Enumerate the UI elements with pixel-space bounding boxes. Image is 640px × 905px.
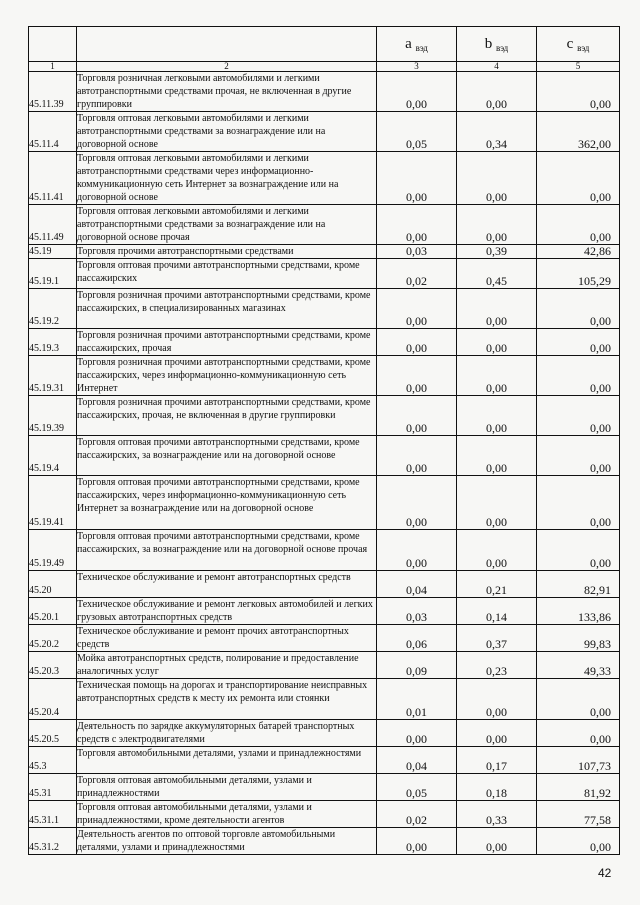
okved-code: 45.11.39 xyxy=(29,72,77,112)
value-c: 0,00 xyxy=(537,289,620,329)
table-row xyxy=(29,476,620,530)
activity-name: Торговля розничная прочими автотранспортными средствами, кроме пассажирских, прочая xyxy=(77,329,377,356)
header-a: a $_{вэд}$ xyxy=(377,27,457,62)
value-c: 107,73 xyxy=(537,747,620,774)
okved-code: 45.31 xyxy=(29,774,77,801)
value-c: 81,92 xyxy=(537,774,620,801)
value-b: 0,14 xyxy=(457,598,537,625)
activity-name: Торговля розничная легковыми автомобилями и легкими автотранспортными средствами прочая, не включенная в другие группировки xyxy=(77,72,377,112)
value-a: 0,00 xyxy=(377,436,457,476)
table-row xyxy=(29,245,620,259)
activity-name: Деятельность по зарядке аккумуляторных батарей транспортных средств с электродвигателями xyxy=(77,720,377,747)
table-row xyxy=(29,152,620,205)
col-number: 5 xyxy=(537,62,620,72)
table-row xyxy=(29,720,620,747)
activity-name: Торговля оптовая прочими автотранспортными средствами, кроме пассажирских xyxy=(77,259,377,289)
value-b: 0,45 xyxy=(457,259,537,289)
classifier-table xyxy=(28,26,620,855)
table-row xyxy=(29,828,620,855)
activity-name: Торговля прочими автотранспортными средствами xyxy=(77,245,377,259)
table-row xyxy=(29,112,620,152)
okved-code: 45.20.1 xyxy=(29,598,77,625)
okved-code: 45.11.4 xyxy=(29,112,77,152)
value-b: 0,00 xyxy=(457,436,537,476)
okved-code: 45.19.39 xyxy=(29,396,77,436)
value-a: 0,01 xyxy=(377,679,457,720)
activity-name: Техническое обслуживание и ремонт легковых автомобилей и легких грузовых автотранспортных средств xyxy=(77,598,377,625)
value-c: 42,86 xyxy=(537,245,620,259)
value-c: 99,83 xyxy=(537,625,620,652)
table-row xyxy=(29,205,620,245)
value-c: 49,33 xyxy=(537,652,620,679)
value-c: 0,00 xyxy=(537,476,620,530)
col-number: 2 xyxy=(77,62,377,72)
value-b: 0,00 xyxy=(457,289,537,329)
value-b: 0,00 xyxy=(457,679,537,720)
okved-code: 45.19.49 xyxy=(29,530,77,571)
value-a: 0,00 xyxy=(377,356,457,396)
table-row xyxy=(29,679,620,720)
col-number: 1 xyxy=(29,62,77,72)
value-c: 362,00 xyxy=(537,112,620,152)
activity-name: Мойка автотранспортных средств, полирование и предоставление аналогичных услуг xyxy=(77,652,377,679)
value-b: 0,18 xyxy=(457,774,537,801)
value-a: 0,00 xyxy=(377,828,457,855)
value-b: 0,37 xyxy=(457,625,537,652)
value-c: 105,29 xyxy=(537,259,620,289)
value-c: 0,00 xyxy=(537,530,620,571)
activity-name: Техническое обслуживание и ремонт автотранспортных средств xyxy=(77,571,377,598)
value-b: 0,39 xyxy=(457,245,537,259)
okved-code: 45.20 xyxy=(29,571,77,598)
okved-code: 45.19.1 xyxy=(29,259,77,289)
activity-name: Торговля оптовая прочими автотранспортными средствами, кроме пассажирских, через информационно-коммуникационную сеть Интернет за вознаграждение или на договорной основе xyxy=(77,476,377,530)
value-a: 0,04 xyxy=(377,747,457,774)
value-b: 0,00 xyxy=(457,356,537,396)
value-b: 0,34 xyxy=(457,112,537,152)
value-a: 0,00 xyxy=(377,476,457,530)
col-number: 3 xyxy=(377,62,457,72)
value-a: 0,00 xyxy=(377,720,457,747)
value-c: 0,00 xyxy=(537,679,620,720)
activity-name: Торговля розничная прочими автотранспортными средствами, кроме пассажирских, прочая, не включенная в другие группировки xyxy=(77,396,377,436)
value-c: 0,00 xyxy=(537,329,620,356)
okved-code: 45.19.4 xyxy=(29,436,77,476)
page-number: 42 xyxy=(598,866,612,880)
okved-code: 45.20.3 xyxy=(29,652,77,679)
value-b: 0,00 xyxy=(457,476,537,530)
value-a: 0,05 xyxy=(377,774,457,801)
value-b: 0,00 xyxy=(457,72,537,112)
value-a: 0,03 xyxy=(377,245,457,259)
table-row xyxy=(29,571,620,598)
value-b: 0,00 xyxy=(457,205,537,245)
value-b: 0,23 xyxy=(457,652,537,679)
value-c: 133,86 xyxy=(537,598,620,625)
table-row xyxy=(29,289,620,329)
table-row xyxy=(29,598,620,625)
okved-code: 45.19.2 xyxy=(29,289,77,329)
header-name xyxy=(77,27,377,62)
okved-code: 45.11.49 xyxy=(29,205,77,245)
value-b: 0,00 xyxy=(457,720,537,747)
value-c: 0,00 xyxy=(537,152,620,205)
value-c: 0,00 xyxy=(537,720,620,747)
okved-code: 45.11.41 xyxy=(29,152,77,205)
value-a: 0,00 xyxy=(377,205,457,245)
activity-name: Торговля оптовая легковыми автомобилями и легкими автотранспортными средствами за вознаграждение или на договорной основе xyxy=(77,112,377,152)
value-a: 0,00 xyxy=(377,396,457,436)
header-b: b $_{вэд}$ xyxy=(457,27,537,62)
value-a: 0,00 xyxy=(377,72,457,112)
value-b: 0,00 xyxy=(457,530,537,571)
value-c: 0,00 xyxy=(537,72,620,112)
value-c: 0,00 xyxy=(537,828,620,855)
value-c: 77,58 xyxy=(537,801,620,828)
table-row xyxy=(29,436,620,476)
value-a: 0,00 xyxy=(377,530,457,571)
value-b: 0,33 xyxy=(457,801,537,828)
value-a: 0,00 xyxy=(377,152,457,205)
okved-code: 45.19 xyxy=(29,245,77,259)
activity-name: Торговля оптовая автомобильными деталями, узлами и принадлежностями xyxy=(77,774,377,801)
table-row xyxy=(29,396,620,436)
table-row xyxy=(29,747,620,774)
header-row xyxy=(29,27,620,62)
value-a: 0,06 xyxy=(377,625,457,652)
value-a: 0,02 xyxy=(377,801,457,828)
activity-name: Торговля розничная прочими автотранспортными средствами, кроме пассажирских, в специализированных магазинах xyxy=(77,289,377,329)
okved-code: 45.20.2 xyxy=(29,625,77,652)
activity-name: Торговля автомобильными деталями, узлами и принадлежностями xyxy=(77,747,377,774)
value-a: 0,00 xyxy=(377,329,457,356)
value-b: 0,00 xyxy=(457,329,537,356)
activity-name: Деятельность агентов по оптовой торговле автомобильными деталями, узлами и принадлежностями xyxy=(77,828,377,855)
header-c: c $_{вэд}$ xyxy=(537,27,620,62)
activity-name: Торговля оптовая автомобильными деталями, узлами и принадлежностями, кроме деятельности агентов xyxy=(77,801,377,828)
table-row xyxy=(29,329,620,356)
value-c: 0,00 xyxy=(537,205,620,245)
value-b: 0,00 xyxy=(457,828,537,855)
col-number: 4 xyxy=(457,62,537,72)
value-c: 0,00 xyxy=(537,436,620,476)
activity-name: Техническая помощь на дорогах и транспортирование неисправных автотранспортных средств к месту их ремонта или стоянки xyxy=(77,679,377,720)
okved-code: 45.19.41 xyxy=(29,476,77,530)
value-a: 0,09 xyxy=(377,652,457,679)
activity-name: Техническое обслуживание и ремонт прочих автотранспортных средств xyxy=(77,625,377,652)
value-b: 0,00 xyxy=(457,152,537,205)
value-a: 0,02 xyxy=(377,259,457,289)
activity-name: Торговля оптовая прочими автотранспортными средствами, кроме пассажирских, за вознаграждение или на договорной основе xyxy=(77,436,377,476)
value-b: 0,00 xyxy=(457,396,537,436)
header-number-row xyxy=(29,62,620,72)
table-row xyxy=(29,259,620,289)
okved-code: 45.19.31 xyxy=(29,356,77,396)
table-row xyxy=(29,801,620,828)
activity-name: Торговля оптовая легковыми автомобилями и легкими автотранспортными средствами через информационно-коммуникационную сеть Интернет за вознаграждение или на договорной основе xyxy=(77,152,377,205)
okved-code: 45.19.3 xyxy=(29,329,77,356)
table-row xyxy=(29,625,620,652)
okved-code: 45.31.2 xyxy=(29,828,77,855)
header-code xyxy=(29,27,77,62)
table-row xyxy=(29,652,620,679)
table-row xyxy=(29,356,620,396)
table-row xyxy=(29,72,620,112)
okved-code: 45.20.4 xyxy=(29,679,77,720)
value-c: 0,00 xyxy=(537,356,620,396)
activity-name: Торговля оптовая легковыми автомобилями и легкими автотранспортными средствами за вознаграждение или на договорной основе прочая xyxy=(77,205,377,245)
okved-code: 45.31.1 xyxy=(29,801,77,828)
value-a: 0,04 xyxy=(377,571,457,598)
activity-name: Торговля оптовая прочими автотранспортными средствами, кроме пассажирских, за вознаграждение или на договорной основе прочая xyxy=(77,530,377,571)
value-a: 0,05 xyxy=(377,112,457,152)
value-c: 0,00 xyxy=(537,396,620,436)
value-b: 0,17 xyxy=(457,747,537,774)
value-b: 0,21 xyxy=(457,571,537,598)
value-a: 0,03 xyxy=(377,598,457,625)
value-a: 0,00 xyxy=(377,289,457,329)
okved-code: 45.20.5 xyxy=(29,720,77,747)
value-c: 82,91 xyxy=(537,571,620,598)
okved-code: 45.3 xyxy=(29,747,77,774)
table-row xyxy=(29,774,620,801)
activity-name: Торговля розничная прочими автотранспортными средствами, кроме пассажирских, через информационно-коммуникационную сеть Интернет xyxy=(77,356,377,396)
table-row xyxy=(29,530,620,571)
